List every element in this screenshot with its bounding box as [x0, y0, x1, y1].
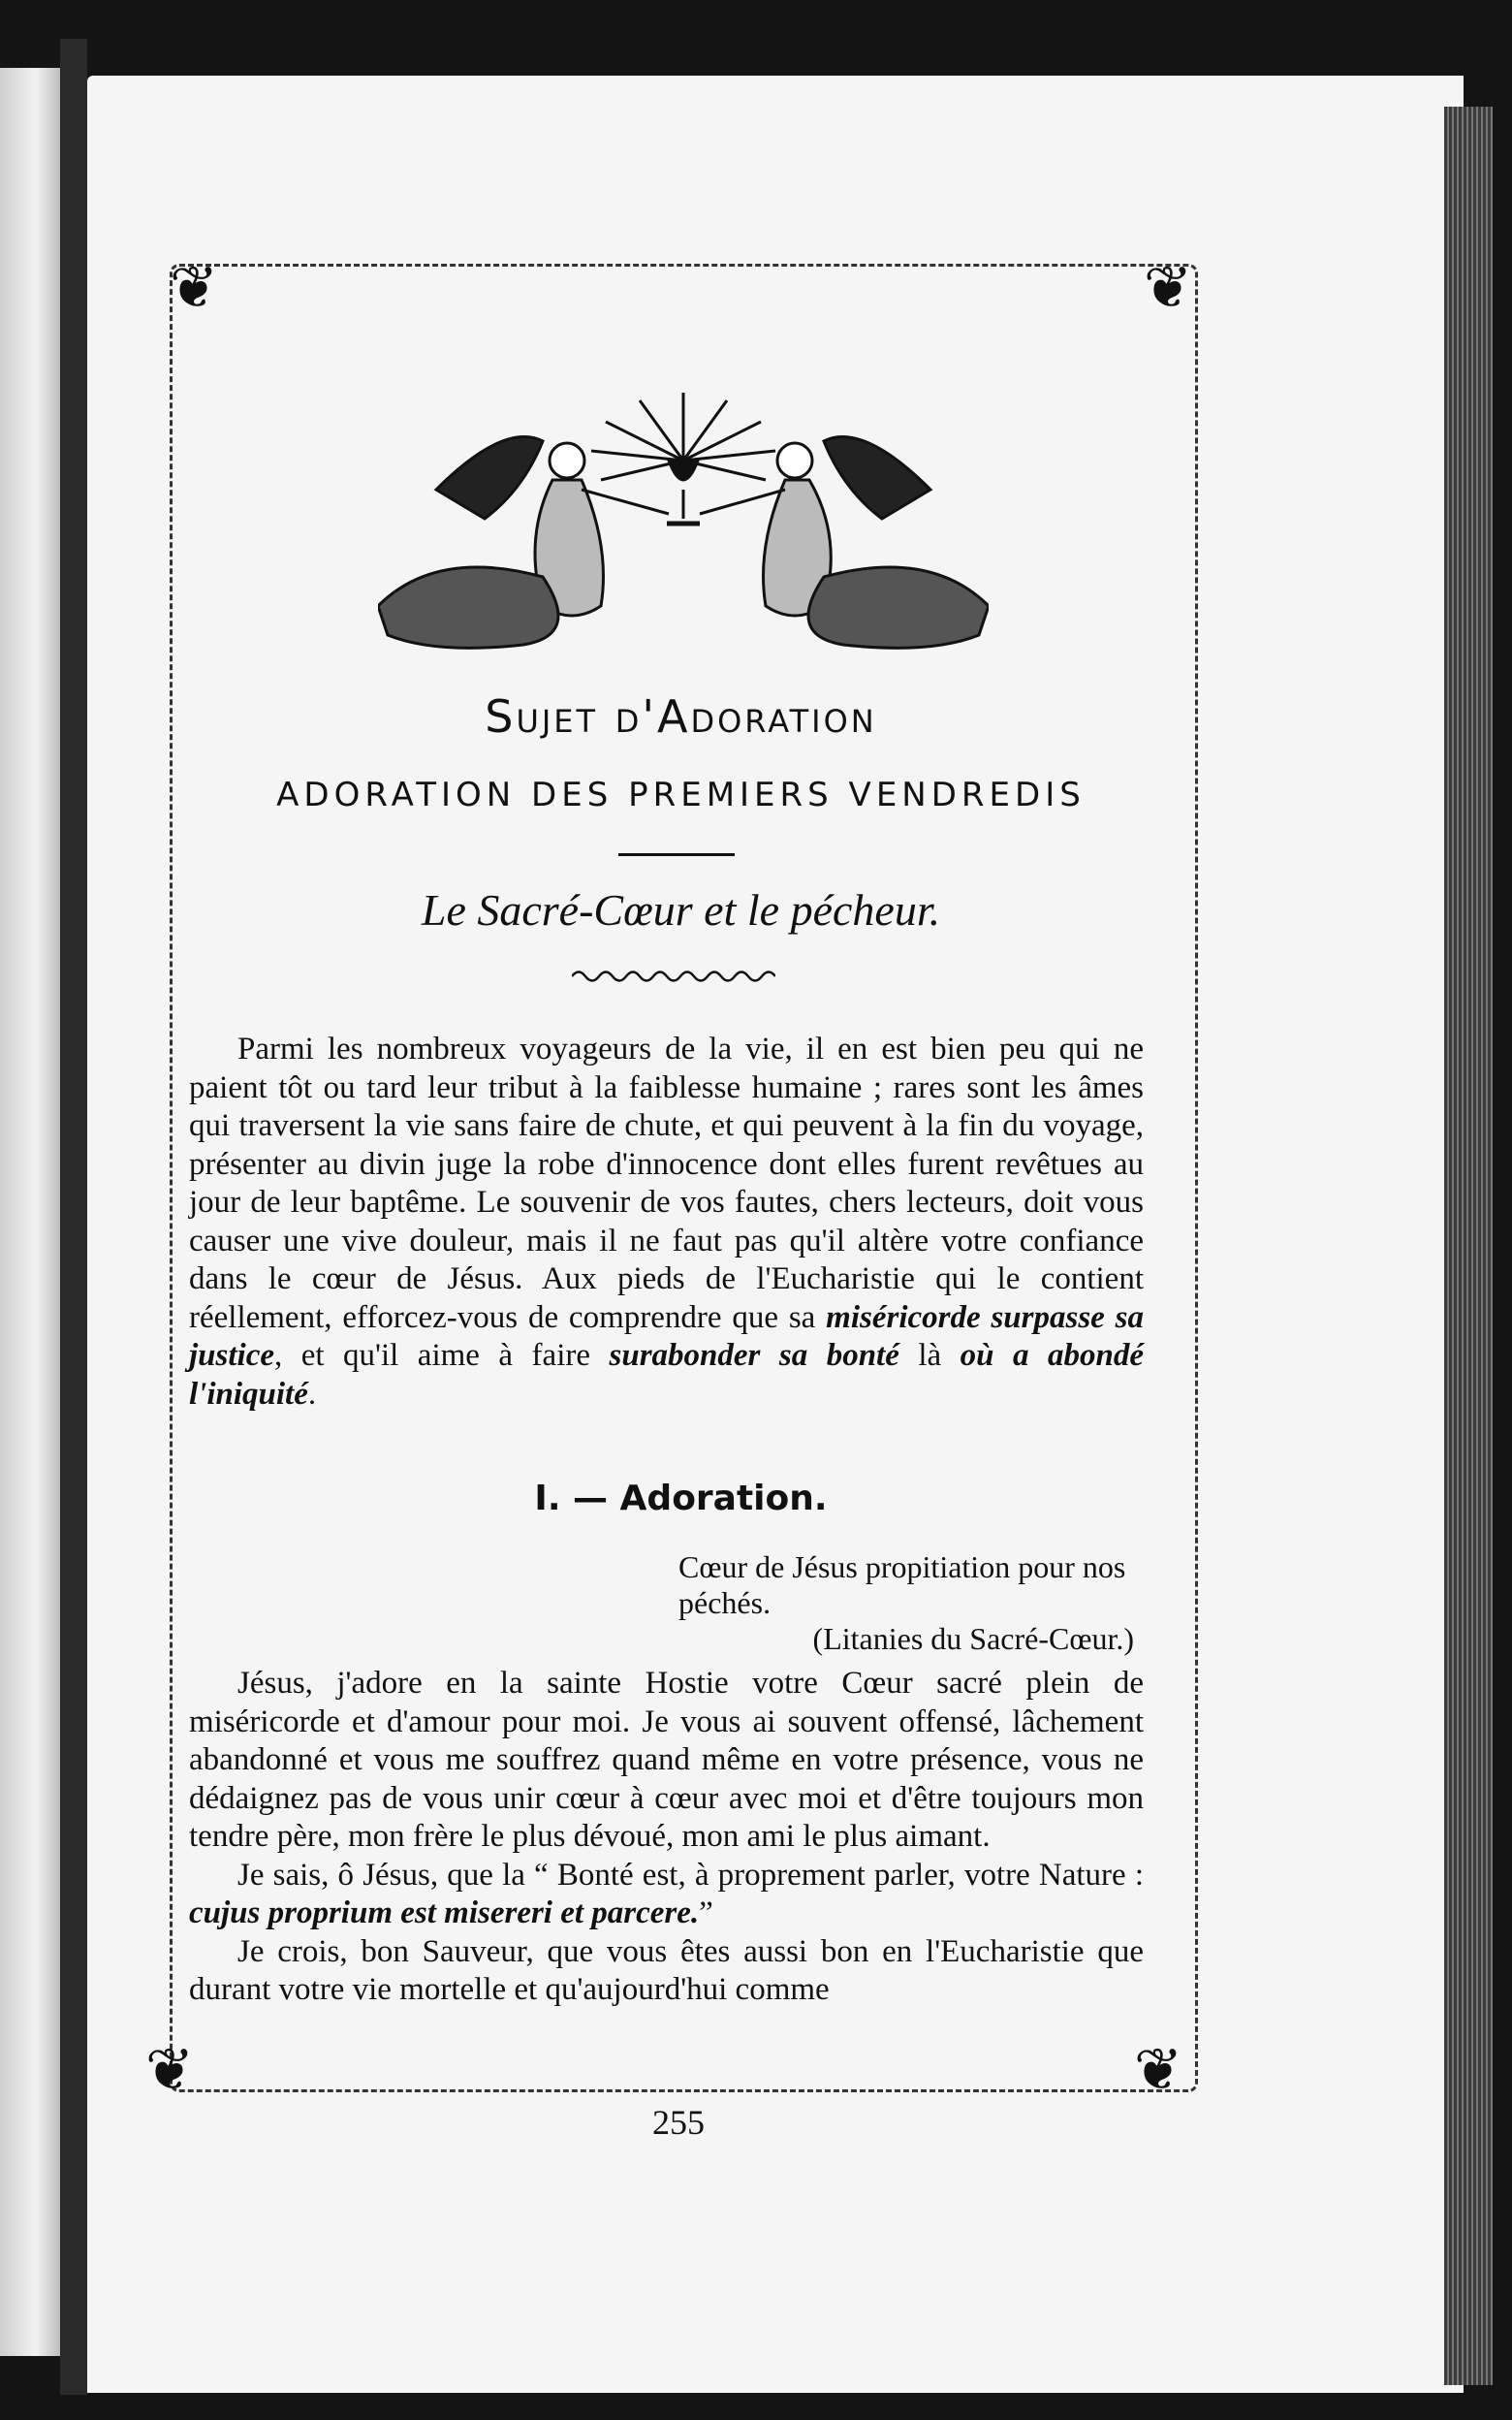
section-heading: I. — Adoration. [534, 1479, 828, 1518]
page-number: 255 [652, 2103, 705, 2142]
paragraph-4: Je crois, bon Sauveur, que vous êtes aussi bon en l'Eucharistie que durant votre vie mortelle et qu'aujourd'hui comme [189, 1933, 1144, 2007]
ornamental-corner-icon: ❦ [144, 2038, 195, 2102]
paragraph-3: Je sais, ô Jésus, que la “ Bonté est, à proprement parler, votre Nature : cujus proprium est misereri et parcere.” [189, 1857, 1144, 1930]
paragraph-1: Parmi les nombreux voyageurs de la vie, il en est bien peu qui ne paient tôt ou tard leur tribut à la faiblesse humaine ; rares sont les âmes qui traversent la vie sans faire de chute, et qui peuvent à la fin du voyage, présenter au divin juge la robe d'innocence dont elles furent revêtues au jour de leur baptême. Le souvenir de vos fautes, chers lecteurs, doit vous causer une vive douleur, mais il ne faut pas qu'il altère votre confiance dans le cœur de Jésus. Aux pieds de l'Eucharistie qui le contient réellement, efforcez-vous de comprendre que sa miséricorde surpasse sa justice, et qu'il aime à faire surabonder sa bonté là où a abondé l'iniquité. [189, 1032, 1145, 1412]
angels-adoring-chalice-illustration [378, 383, 989, 664]
epigraph-text: Cœur de Jésus propitiation pour nos péchés. [678, 1549, 1126, 1620]
wavy-divider [572, 968, 775, 985]
page-title: Sujet d'Adoration [485, 690, 877, 743]
ornamental-corner-icon: ❦ [169, 256, 219, 320]
paragraph-2: Jésus, j'adore en la sainte Hostie votre Cœur sacré plein de miséricorde et d'amour pour moi. Je vous ai souvent offensé, lâchement abandonné et vous me souffrez quand même en votre présence, vous ne dédaignez pas de vous unir cœur à cœur avec moi et d'être toujours mon tendre père, mon frère le plus dévoué, mon ami le plus aimant. [189, 1666, 1144, 1854]
ornamental-corner-icon: ❦ [1143, 256, 1193, 320]
epigraph [678, 1549, 1134, 1657]
paragraphs-2-4 [189, 1665, 1144, 2010]
page-stack-edge [1444, 107, 1493, 2385]
ornamental-corner-icon: ❦ [1133, 2038, 1183, 2102]
title-divider [618, 853, 735, 856]
chapter-heading: Le Sacré-Cœur et le pécheur. [421, 885, 941, 935]
previous-page-edge [0, 68, 60, 2356]
book-gutter [60, 39, 87, 2395]
page-subtitle: ADORATION DES PREMIERS VENDREDIS [276, 776, 1086, 814]
epigraph-source: (Litanies du Sacré-Cœur.) [812, 1621, 1134, 1656]
